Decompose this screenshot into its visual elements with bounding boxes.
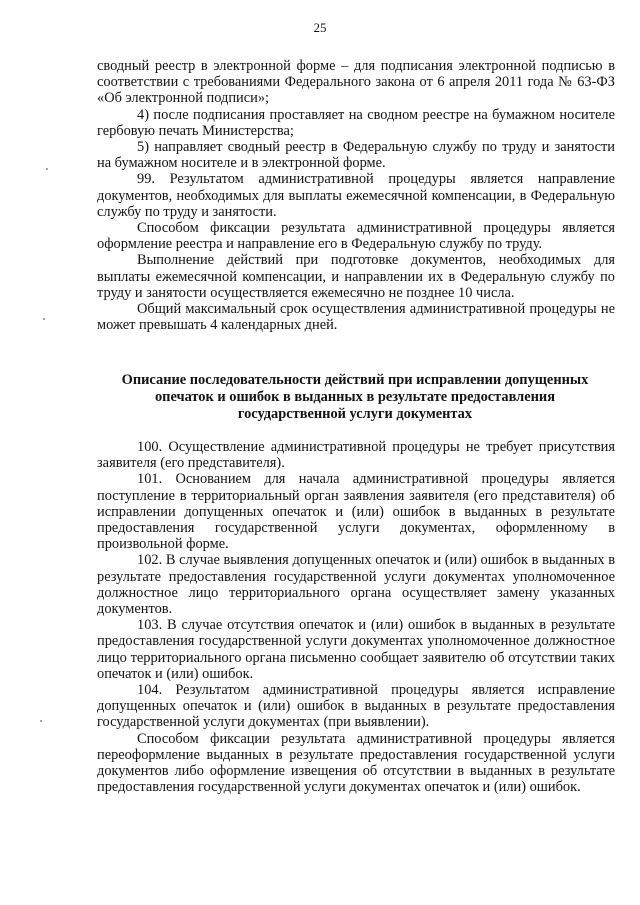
body-text-bottom (97, 439, 615, 795)
paragraph: 102. В случае выявления допущенных опечаток и (или) ошибок в выданных в результате предоставления государственной услуги документах уполномоченное должностное лицо территориального органа осуществляет замену указанных документов. (97, 552, 615, 618)
paragraph: 5) направляет сводный реестр в Федеральную службу по труду и занятости на бумажном носителе и в электронной форме. (97, 139, 615, 172)
paragraph: 104. Результатом административной процедуры является исправление допущенных опечаток и (или) ошибок в выданных в результате предоставления государственной услуги документах (при выявлении). (97, 682, 615, 731)
paragraph: Способом фиксации результата административной процедуры является переоформление выданных в результате предоставления государственной услуги документов либо оформление извещения об отсутствии в выданных в результате предоставления государственной услуги документах опечаток и (или) ошибок. (97, 730, 615, 796)
paragraph: Способом фиксации результата административной процедуры является оформление реестра и направление его в Федеральную службу по труду. (97, 220, 615, 253)
paragraph: 99. Результатом административной процедуры является направление документов, необходимых для выплаты ежемесячной компенсации, в Федеральную службу по труду и занятости. (97, 171, 615, 220)
paragraph: сводный реестр в электронной форме – для подписания электронной подписью в соответствии с требованиями Федерального закона от 6 апреля 2011 года № 63-ФЗ «Об электронной подписи»; (97, 58, 615, 107)
paragraph: 100. Осуществление административной процедуры не требует присутствия заявителя (его представителя). (97, 439, 615, 472)
page-number: 25 (313, 20, 327, 35)
section-heading: Описание последовательности действий при исправлении допущенных опечаток и ошибок в выданных в результате предоставления государственной услуги документах (121, 372, 589, 422)
scan-speck (40, 720, 42, 722)
paragraph: Общий максимальный срок осуществления административной процедуры не может превышать 4 календарных дней. (97, 301, 615, 334)
scan-speck (46, 168, 48, 170)
scan-speck (43, 318, 45, 320)
paragraph: 4) после подписания проставляет на сводном реестре на бумажном носителе гербовую печать Министерства; (97, 106, 615, 139)
body-text-top (97, 58, 615, 333)
paragraph: 103. В случае отсутствия опечаток и (или) ошибок в выданных в результате предоставления государственной услуги документах уполномоченное должностное лицо территориального органа письменно сообщает заявителю об отсутствии таких опечаток и (или) ошибок. (97, 617, 615, 682)
paragraph: 101. Основанием для начала административной процедуры является поступление в территориальный орган заявления заявителя (его представителя) об исправлении допущенных опечаток и (или) ошибок в выданных в результате предоставления государственной услуги документах, оформленному в произвольной форме. (97, 471, 615, 553)
paragraph: Выполнение действий при подготовке документов, необходимых для выплаты ежемесячной компенсации, и направлении их в Федеральную службу по труду и занятости осуществляется ежемесячно не позднее 10 числа. (97, 252, 615, 301)
